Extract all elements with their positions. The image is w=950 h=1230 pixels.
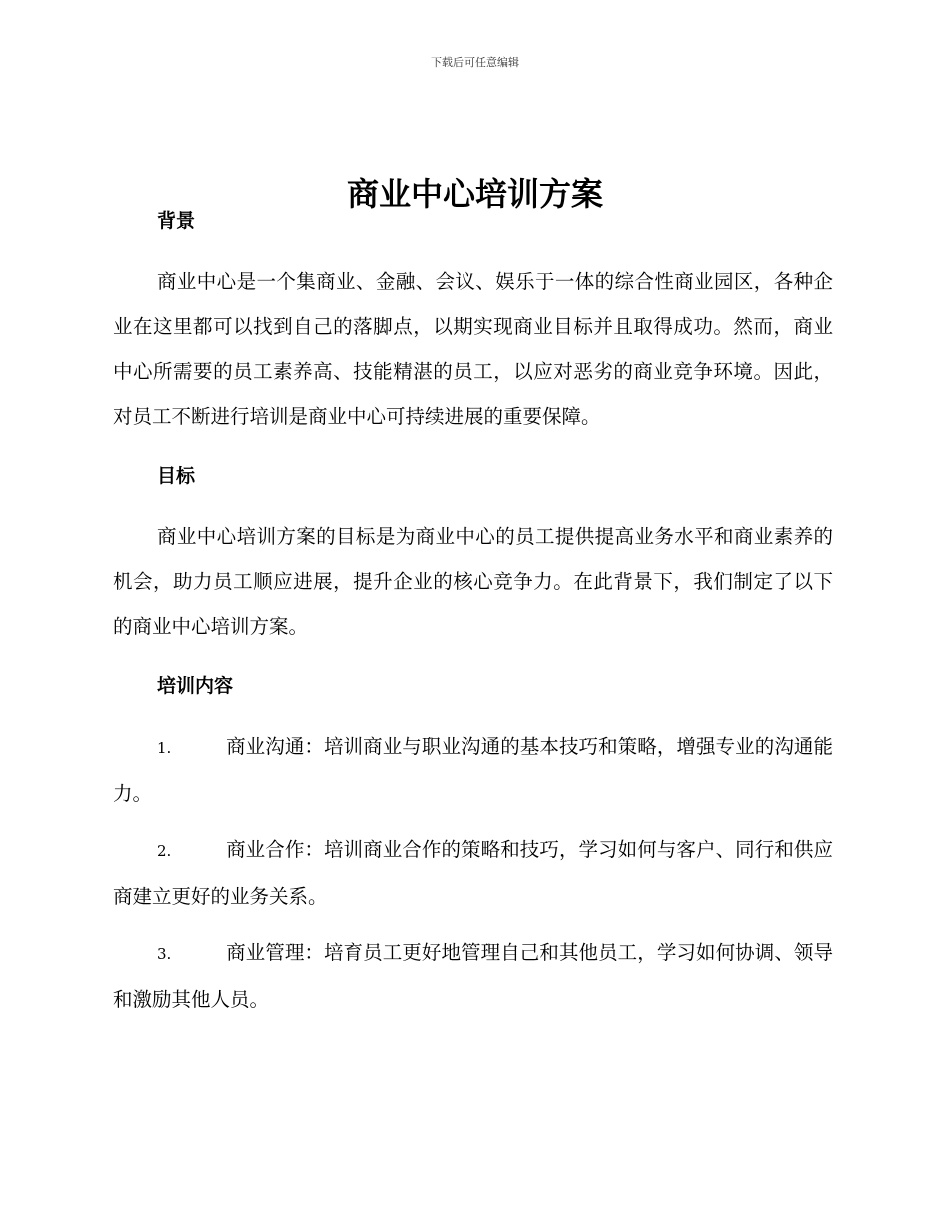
list-item (113, 930, 833, 1022)
section-heading-content: 培训内容 (157, 675, 234, 697)
list-item-text: 商业沟通：培训商业与职业沟通的基本技巧和策略，增强专业的沟通能力。 (113, 735, 833, 805)
document-title: 商业中心培训方案 (346, 175, 603, 214)
list-item-number: 3. (157, 945, 172, 963)
list-item-text: 商业合作：培训商业合作的策略和技巧，学习如何与客户、同行和供应商建立更好的业务关系。 (113, 838, 833, 908)
page-header-note: 下载后可任意编辑 (431, 56, 519, 69)
section-heading-goal: 目标 (157, 465, 196, 487)
goal-paragraph: 商业中心培训方案的目标是为商业中心的员工提供提高业务水平和商业素养的机会，助力员工顺应进展，提升企业的核心竞争力。在此背景下，我们制定了以下的商业中心培训方案。 (113, 525, 833, 638)
document-body (113, 203, 833, 1022)
list-item (113, 827, 833, 919)
list-item (113, 724, 833, 816)
section-heading-background: 背景 (157, 210, 196, 232)
list-item-text: 商业管理：培育员工更好地管理自己和其他员工，学习如何协调、领导和激励其他人员。 (113, 941, 833, 1011)
background-paragraph: 商业中心是一个集商业、金融、会议、娱乐于一体的综合性商业园区，各种企业在这里都可以找到自己的落脚点，以期实现商业目标并且取得成功。然而，商业中心所需要的员工素养高、技能精湛的员工，以应对恶劣的商业竞争环境。因此，对员工不断进行培训是商业中心可持续进展的重要保障。 (113, 270, 833, 428)
list-item-number: 1. (157, 739, 172, 757)
list-item-number: 2. (157, 842, 172, 860)
